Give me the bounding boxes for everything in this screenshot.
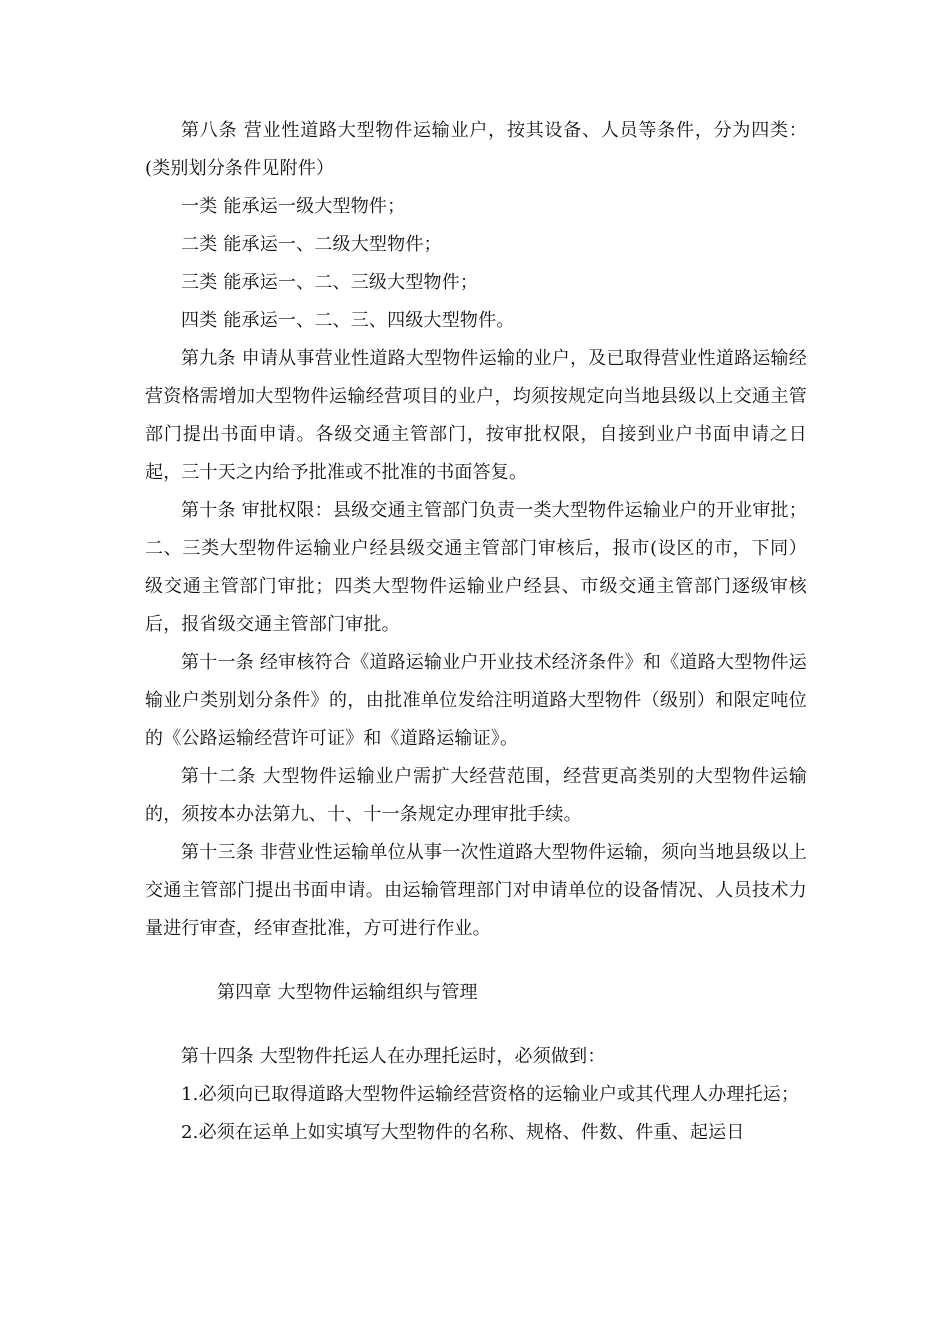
article-14-item-1: 1.必须向已取得道路大型物件运输经营资格的运输业户或其代理人办理托运； (181, 1084, 800, 1105)
article-8-class-3: 三类 能承运一、二、三级大型物件； (181, 272, 479, 293)
article-8-class-2: 二类 能承运一、二级大型物件； (181, 234, 442, 255)
chapter-4-heading: 第四章 大型物件运输组织与管理 (217, 982, 478, 1003)
article-13: 第十三条 非营业性运输单位从事一次性道路大型物件运输，须向当地县级以上交通主管部门提出书面申请。由运输管理部门对申请单位的设备情况、人员技术力量进行审查，经审查批准，方可进行作业。 (145, 842, 807, 939)
article-9: 第九条 申请从事营业性道路大型物件运输的业户，及已取得营业性道路运输经营资格需增加大型物件运输经营项目的业户，均须按规定向当地县级以上交通主管部门提出书面申请。各级交通主管部门，按审批权限，自接到业户书面申请之日起，三十天之内给予批准或不批准的书面答复。 (145, 348, 807, 483)
article-14: 第十四条 大型物件托运人在办理托运时，必须做到： (181, 1046, 606, 1067)
article-8-class-4: 四类 能承运一、二、三、四级大型物件。 (181, 310, 515, 331)
article-8: 第八条 营业性道路大型物件运输业户，按其设备、人员等条件，分为四类：(类别划分条件见附件） (145, 120, 807, 179)
article-8-class-1: 一类 能承运一级大型物件； (181, 196, 406, 217)
article-12: 第十二条 大型物件运输业户需扩大经营范围，经营更高类别的大型物件运输的，须按本办法第九、十、十一条规定办理审批手续。 (145, 766, 807, 825)
article-14-item-2: 2.必须在运单上如实填写大型物件的名称、规格、件数、件重、起运日 (181, 1122, 745, 1143)
article-10: 第十条 审批权限：县级交通主管部门负责一类大型物件运输业户的开业审批；二、三类大型物件运输业户经县级交通主管部门审核后，报市(设区的市，下同）级交通主管部门审批；四类大型物件运输业户经县、市级交通主管部门逐级审核后，报省级交通主管部门审批。 (145, 500, 807, 635)
article-11: 第十一条 经审核符合《道路运输业户开业技术经济条件》和《道路大型物件运输业户类别划分条件》的，由批准单位发给注明道路大型物件（级别）和限定吨位的《公路运输经营许可证》和《道路运输证》。 (145, 652, 807, 749)
document-page (145, 112, 807, 1152)
